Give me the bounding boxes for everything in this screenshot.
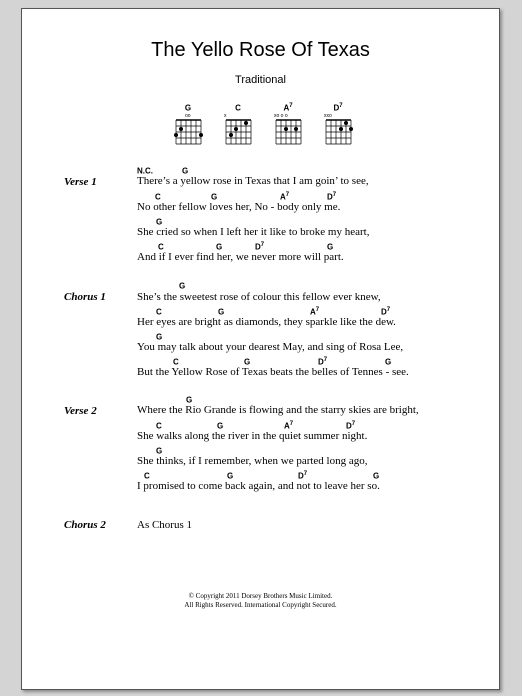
diagram-name: $A^7$ (283, 103, 293, 113)
chord-symbol: G (227, 471, 234, 481)
fretboard-icon (173, 112, 203, 148)
sheet-page (21, 8, 500, 690)
chord-symbol: $A^7$ (310, 307, 320, 317)
svg-text:oo: oo (185, 113, 191, 119)
chord-symbol: G (186, 395, 193, 405)
lyric-line: You may talk about your dearest May, and sing of Rosa Lee, (137, 341, 404, 353)
copyright-line: All Rights Reserved. International Copyright Secured. (184, 601, 337, 609)
diagram-name: $D^7$ (333, 103, 343, 113)
svg-text:x: x (224, 113, 227, 119)
chord-symbol: $D^7$ (298, 471, 308, 481)
chord-symbol: G (385, 357, 392, 367)
diagram-name: G (184, 103, 192, 113)
diagram-name: C (235, 103, 241, 113)
a7-chord-diagram-icon (273, 103, 303, 149)
section-label-chorus-1: Chorus 1 (64, 291, 106, 303)
fretboard-icon (273, 112, 303, 148)
g-chord-diagram-icon (173, 103, 203, 149)
chord-symbol: C (173, 357, 179, 367)
lyric-line: I promised to come back again, and not to leave her so. (137, 480, 380, 492)
section-label-verse-1: Verse 1 (64, 176, 97, 188)
svg-text:xxo: xxo (324, 113, 332, 119)
chord-symbol: G (156, 217, 163, 227)
fretboard-icon (323, 112, 353, 148)
chord-symbol: G (327, 242, 334, 252)
svg-text:xo o o: xo o o (274, 113, 288, 119)
chord-symbol: G (156, 332, 163, 342)
section-label-chorus-2: Chorus 2 (64, 519, 106, 531)
chord-symbol: N.C. (137, 166, 153, 176)
lyric-line: There’s a yellow rose in Texas that I am goin’ to see, (137, 175, 369, 187)
chord-symbol: G (217, 421, 224, 431)
lyric-line: Where the Rio Grande is flowing and the starry skies are bright, (137, 404, 419, 416)
chord-symbol: $D^7$ (381, 307, 391, 317)
section-label-verse-2: Verse 2 (64, 405, 97, 417)
chord-symbol: C (156, 421, 162, 431)
song-title: The Yello Rose Of Texas (151, 39, 370, 61)
lyric-line: She cried so when I left her it like to broke my heart, (137, 226, 370, 238)
chord-symbol: G (179, 281, 186, 291)
chord-symbol: $A^7$ (284, 421, 294, 431)
chord-symbol: G (216, 242, 223, 252)
chord-symbol: $D^7$ (318, 357, 328, 367)
lyric-line: And if I ever find her, we never more will part. (137, 251, 344, 263)
lyric-line: She walks along the river in the quiet summer night. (137, 430, 368, 442)
chord-symbol: $D^7$ (255, 242, 265, 252)
lyric-line: As Chorus 1 (137, 519, 193, 531)
chord-symbol: G (156, 446, 163, 456)
chord-symbol: $D^7$ (346, 421, 356, 431)
chord-symbol: G (218, 307, 225, 317)
chord-symbol: G (182, 166, 189, 176)
chord-symbol: G (211, 192, 218, 202)
chord-symbol: C (155, 192, 161, 202)
fretboard-icon (223, 112, 253, 148)
chord-symbol: $A^7$ (280, 192, 290, 202)
chord-symbol: G (373, 471, 380, 481)
lyric-line: She’s the sweetest rose of colour this fellow ever knew, (137, 291, 381, 303)
composer: Traditional (235, 74, 286, 86)
chord-diagrams (173, 103, 353, 149)
lyric-line: She thinks, if I remember, when we parted long ago, (137, 455, 368, 467)
lyric-line: No other fellow loves her, No - body only me. (137, 201, 341, 213)
chord-symbol: $D^7$ (327, 192, 337, 202)
chord-symbol: C (156, 307, 162, 317)
chord-symbol: C (158, 242, 164, 252)
lyric-line: But the Yellow Rose of Texas beats the belles of Tennes - see. (137, 366, 409, 378)
chord-symbol: C (144, 471, 150, 481)
d7-chord-diagram-icon (323, 103, 353, 149)
chord-symbol: G (244, 357, 251, 367)
lyric-line: Her eyes are bright as diamonds, they sparkle like the dew. (137, 316, 396, 328)
copyright-line: © Copyright 2011 Dorsey Brothers Music Limited. (188, 592, 333, 600)
c-chord-diagram-icon (223, 103, 253, 149)
